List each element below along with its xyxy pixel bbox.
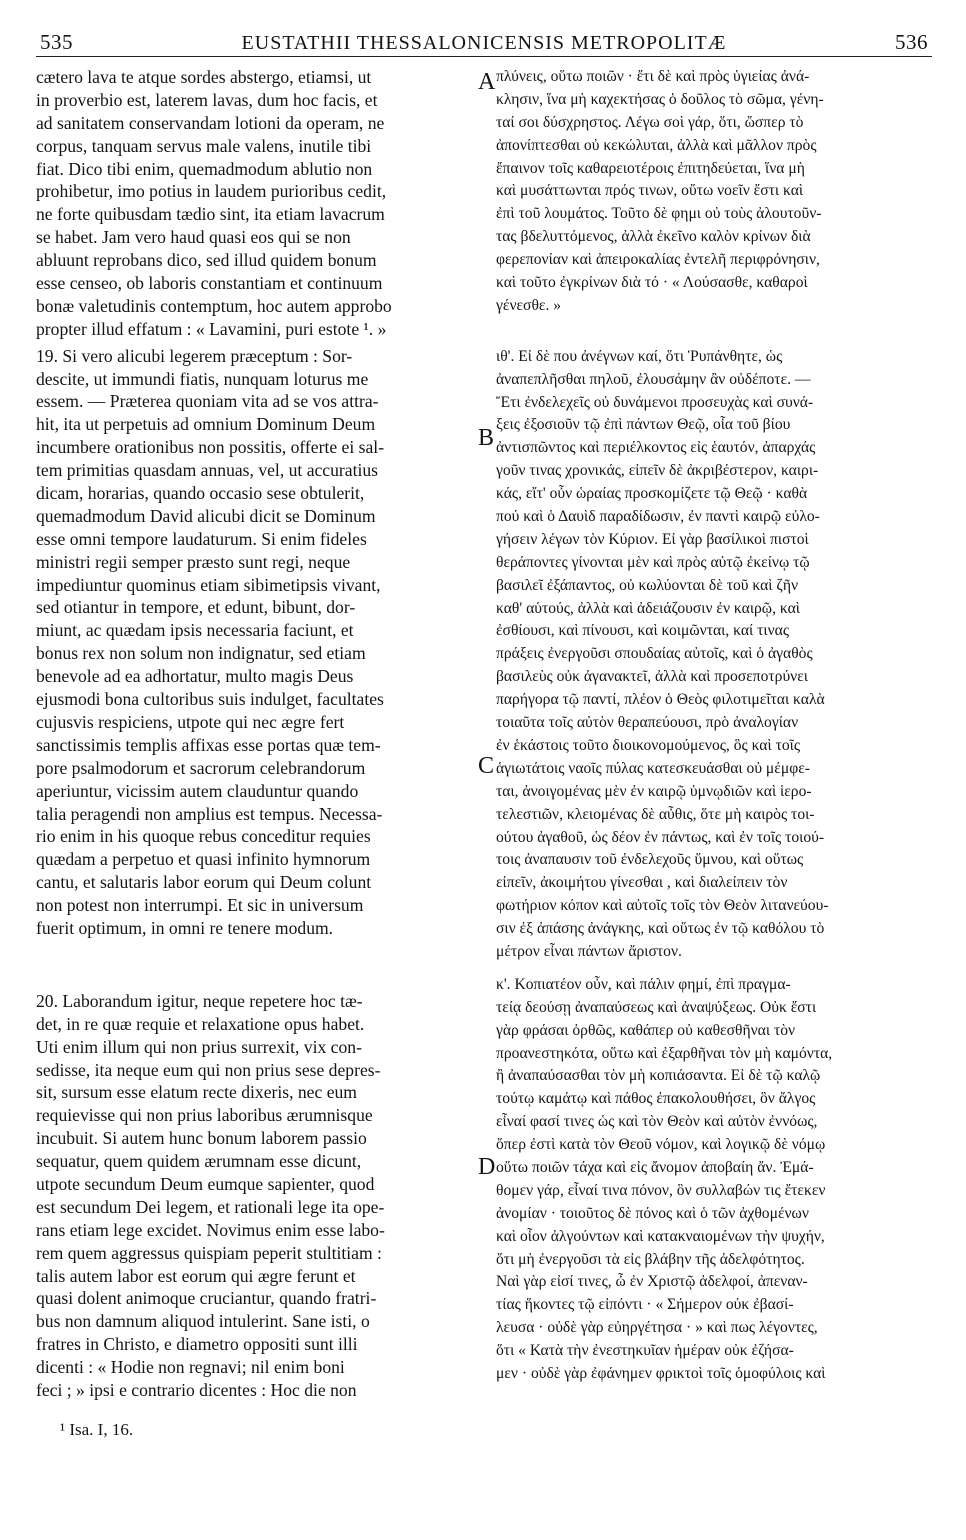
text-line: abluunt reprobans dico, sed illud quidem bonum bbox=[36, 250, 377, 271]
text-line: esse omni tempore laudaturum. Si enim fideles bbox=[36, 528, 367, 549]
text-line: sanctissimis templis affixas esse portas quæ tem- bbox=[36, 734, 381, 755]
text-line: bus non damnum aliquod intulerint. Sane isti, o bbox=[36, 1311, 370, 1332]
text-line: rem quem aggressus quispiam peperit stultitiam : bbox=[36, 1242, 382, 1263]
text-line: bonus rex non solum non indignatur, sed etiam bbox=[36, 643, 366, 664]
text-line: παρήγορα τῷ παντί, πλέον ὁ Θεὸς φιλοτιμεῖται καλὰ bbox=[496, 691, 825, 709]
text-line: βασιλεὺς οὐκ ἀγανακτεῖ, ἀλλὰ καὶ προσεποτρύνει bbox=[496, 668, 808, 686]
text-line: talia peragendi non amplius est tempus. Necessa- bbox=[36, 803, 383, 824]
text-line: essem. — Præterea quoniam vita ad se vos attra- bbox=[36, 391, 379, 412]
text-line: propter illud effatum : « Lavamini, puri estote ¹. » bbox=[36, 318, 387, 339]
text-line: ἀπονίπτεσθαι οὐ κεκώλυται, ἀλλὰ καὶ μᾶλλον πρὸς bbox=[496, 136, 817, 154]
text-line: in proverbio est, laterem lavas, dum hoc facis, et bbox=[36, 89, 378, 110]
text-line: τίας ἥκοντες τῷ εἰπόντι · « Σήμερον οὐκ ἐβασί- bbox=[496, 1296, 794, 1314]
text-line: 20. Laborandum igitur, neque repetere hoc tæ- bbox=[36, 990, 363, 1011]
text-line: καθ' αὑτούς, ἀλλὰ καὶ ἀδειάζουσιν ἐν καιρῷ, καὶ bbox=[496, 599, 800, 617]
text-line: ται, ἀνοιγομένας μὲν ἐν καιρῷ ὑμνῳδιῶν καὶ ἱερο- bbox=[496, 782, 812, 800]
text-line: κάς, εἴτ' οὖν ὡραίας προσκομίζετε τῷ Θεῷ · καθὰ bbox=[496, 485, 808, 503]
text-line: πράξεις ἐνεργοῦσι σπουδαίας αὐτοῖς, καὶ ὁ ἀγαθὸς bbox=[496, 645, 813, 663]
text-line: talis autem labor est eorum qui ægre ferunt et bbox=[36, 1265, 356, 1286]
text-line: ὅτι μὴ ἐνεργοῦσι τὰ εἰς βλάβην τῆς ἀδελφότητος. bbox=[496, 1250, 805, 1268]
text-line: σιν ἐξ ἀπάσης ἀνάγκης, καὶ οὕτως ἐν τῷ καθόλου τὸ bbox=[496, 920, 825, 938]
text-line: est secundum Dei legem, et rationali lege ita ope- bbox=[36, 1196, 385, 1217]
running-header bbox=[36, 20, 932, 57]
text-line: ξεις ἐξοσιοῦν τῷ ἐπὶ πάντων Θεῷ, οἷα τοῦ βίου bbox=[496, 416, 791, 434]
text-line: γοῦν τινας χρονικάς, εἰπεῖν δὲ ἀκριβέστερον, καιρι- bbox=[496, 462, 819, 480]
text-line: κλησιν, ἵνα μὴ καχεκτήσας ὁ δοῦλος τὸ σῶμα, γένη- bbox=[496, 90, 824, 108]
text-line: miunt, ac quædam ipsis necessaria faciunt, et bbox=[36, 620, 354, 641]
text-line: bonæ valetudinis contemptum, hoc autem approbo bbox=[36, 295, 392, 316]
text-line: τούτῳ καμάτῳ καὶ πάθος ἐπακολουθήσει, ὃν ἄλγος bbox=[496, 1090, 816, 1108]
text-line: τοιαῦτα τοῖς αὐτὸν θεραπεύουσι, πρὸ ἀναλογίαν bbox=[496, 714, 799, 732]
text-line: τας βδελυττόμενος, ἀλλὰ ἐκεῖνο καλὸν κρίνων διὰ bbox=[496, 228, 811, 246]
text-line: non potest non interrumpi. Et sic in universum bbox=[36, 895, 364, 916]
text-line: cætero lava te atque sordes abstergo, etiamsi, ut bbox=[36, 67, 372, 87]
margin-letter-d: D bbox=[478, 1154, 496, 1180]
text-line: πού καὶ ὁ Δαυὶδ παραδίδωσιν, ἐν παντὶ καιρῷ εὐλο- bbox=[496, 508, 820, 526]
latin-column bbox=[36, 66, 474, 1400]
text-line: οὕτω ποιῶν τάχα καὶ εἰς ἄνομον ἀποβαίη ἄν. Ἐμά- bbox=[496, 1158, 814, 1176]
page-number-left: 535 bbox=[40, 30, 73, 54]
text-line: καὶ οἷον ἀλγούντων καὶ κατακναιομένων τὴν ψυχήν, bbox=[496, 1227, 825, 1245]
text-line: Uti enim illum qui non prius surrexit, vix con- bbox=[36, 1036, 362, 1057]
text-line: προανεστηκότα, οὕτω καὶ ἐξαρθῆναι τὸν μὴ καμόντα, bbox=[496, 1044, 833, 1062]
margin-letter-a: A bbox=[478, 69, 496, 95]
text-line: cantu, et salutaris labor eorum qui Deum colunt bbox=[36, 872, 372, 893]
text-line: ejusmodi bona cultoribus suis indulget, facultates bbox=[36, 689, 384, 710]
text-line: βασιλεῖ ἐξάπαντος, οὐ κωλύονται δὲ τοῦ καὶ ζῆν bbox=[496, 576, 799, 594]
text-line: ἐν ἑκάστοις τοῦτο διοικονομούμενος, ὃς καὶ τοῖς bbox=[496, 736, 801, 754]
text-line: μέτρον εἶναι πάντων ἄριστον. bbox=[496, 942, 682, 960]
text-line: ne forte quibusdam tædio sint, ita etiam lavacrum bbox=[36, 204, 385, 225]
text-line: τοις ἀναπαυσιν τοῦ ἐνδελεχοῦς ὕμνου, καὶ οὕτως bbox=[496, 851, 804, 869]
text-line: fratres in Christo, e diametro oppositi sunt illi bbox=[36, 1334, 358, 1355]
text-line: quemadmodum David alicubi dicit se Dominum bbox=[36, 505, 376, 526]
text-line: incubuit. Si autem hunc bonum laborem passio bbox=[36, 1128, 367, 1149]
text-line: benevole ad ea adhortatur, multo magis Deus bbox=[36, 666, 354, 687]
text-line: pore psalmodorum et sacrorum celebrandorum bbox=[36, 757, 366, 778]
text-line: κ'. Κοπιατέον οὖν, καὶ πάλιν φημί, ἐπὶ πραγμα- bbox=[496, 975, 791, 993]
text-line: 19. Si vero alicubi legerem præceptum : Sor- bbox=[36, 345, 353, 366]
text-line: fuerit optimum, in omni re tenere modum. bbox=[36, 917, 334, 938]
text-line: φερεπονίαν καὶ ἀπειροκαλίας ἐντελῆ περιφρόνησιν, bbox=[496, 251, 820, 269]
text-line: ἔπαινον τοῖς καθαρειοτέροις ἐπιτηδεύεται, ἵνα μὴ bbox=[496, 159, 805, 177]
text-line: sed otiantur in tempore, et edunt, bibunt, dor- bbox=[36, 597, 356, 618]
text-line: γένεσθε. » bbox=[496, 296, 562, 314]
text-line: prohibetur, imo potius in laudem purioribus cedit, bbox=[36, 181, 387, 202]
text-line: quasi dolent animoque cruciantur, quando fratri- bbox=[36, 1288, 377, 1309]
text-line: μεν · οὐδὲ γὰρ ἐφάνημεν φρικτοὶ τοῖς ὁμοφύλοις καὶ bbox=[496, 1364, 826, 1382]
text-line: fiat. Dico tibi enim, quemadmodum ablutio non bbox=[36, 158, 373, 179]
text-line: ἁγιωτάτοις ναοῖς πύλας κατεσκευάσθαι οὐ μέμφε- bbox=[496, 759, 810, 777]
text-line: descite, ut immundi fiatis, nunquam loturus me bbox=[36, 368, 369, 389]
text-line: sit, sursum esse elatum recte dixeris, nec eum bbox=[36, 1082, 357, 1103]
page-number-right: 536 bbox=[895, 30, 928, 54]
text-line: det, in re quæ requie et relaxatione opus habet. bbox=[36, 1013, 365, 1034]
greek-column bbox=[496, 66, 936, 1382]
text-line: καὶ μυσάττωνται πρός τινων, οὕτω νοεῖν ἔστι καὶ bbox=[496, 182, 804, 200]
running-title: EUSTATHII THESSALONICENSIS METROPOLITÆ bbox=[241, 32, 727, 54]
text-line: ministri regii semper præsto sunt regi, neque bbox=[36, 551, 351, 572]
text-line: θομεν γάρ, εἶναί τινα πόνον, ὃν συλλαβών τις ἔτεκεν bbox=[496, 1181, 826, 1199]
text-line: εἰπεῖν, ἀκοιμήτου γίνεσθαι , καὶ διαλείπειν τὸν bbox=[496, 874, 788, 892]
text-line: ad sanitatem conservandam lotioni da operam, ne bbox=[36, 112, 385, 133]
text-line: impediuntur quominus etiam sibimetipsis vivant, bbox=[36, 574, 381, 595]
margin-letter-b: B bbox=[478, 425, 495, 451]
text-line: Ἔτι ἐνδελεχεῖς οὐ δυνάμενοι προσευχὰς καὶ συνά- bbox=[496, 393, 814, 411]
footnote: ¹ Isa. I, 16. bbox=[60, 1420, 134, 1439]
margin-letter-c: C bbox=[478, 753, 495, 779]
greek-paragraph-19 bbox=[496, 346, 936, 964]
text-line: γὰρ φράσαι ὀρθῶς, καθάπερ οὐ καθεσθῆναι τὸν bbox=[496, 1021, 796, 1039]
text-line: corpus, tanquam servus male valens, inutile tibi bbox=[36, 135, 372, 156]
text-line: φωτήριον κόπον καὶ αὐτοῖς τοῖς τὸν Θεὸν λιτανεύου- bbox=[496, 897, 829, 915]
text-line: quædam a perpetuo et quasi infinito hymnorum bbox=[36, 849, 371, 870]
text-line: θεράποντες γίνονται μὲν καὶ πρὸς αὐτῷ ἐκείνῳ τῷ bbox=[496, 553, 810, 571]
text-line: esse censeo, ob laboris constantiam et continuum bbox=[36, 273, 383, 294]
text-line: aperiuntur, vicissim autem clauduntur quando bbox=[36, 780, 359, 801]
latin-paragraph-19 bbox=[36, 345, 474, 940]
text-line: ἐσθίουσι, καὶ πίνουσι, καὶ κοιμῶνται, καί τινας bbox=[496, 622, 789, 640]
text-line: ούτου ἀγαθοῦ, ὡς δέον ἐν πάντως, καὶ ἐν τοῖς τοιού- bbox=[496, 828, 825, 846]
text-line: rans etiam lege excidet. Novimus enim esse labo- bbox=[36, 1219, 385, 1240]
latin-paragraph-20 bbox=[36, 990, 474, 1402]
text-line: utpote secundum Deum eumque sapienter, quod bbox=[36, 1173, 375, 1194]
text-line: rio enim in his quoque rebus conceditur requies bbox=[36, 826, 371, 847]
text-line: ταί σοι δύσχρηστος. Λέγω σοὶ γάρ, ὅτι, ὥσπερ τὸ bbox=[496, 113, 804, 131]
greek-paragraph-18 bbox=[496, 66, 936, 318]
text-line: dicenti : « Hodie non regnavi; nil enim boni bbox=[36, 1357, 345, 1378]
text-line: ἀναπεπλῆσθαι πηλοῦ, ἐλουσάμην ἂν οὐδέποτε. — bbox=[496, 370, 811, 388]
text-line: se habet. Jam vero haud quasi eos qui se non bbox=[36, 227, 351, 248]
text-line: Ναὶ γὰρ εἰσί τινες, ὦ ἐν Χριστῷ ἀδελφοί, ἀπεναν- bbox=[496, 1273, 808, 1291]
text-line: sedisse, ita neque eum qui non prius sese depres- bbox=[36, 1059, 381, 1080]
text-line: γήσειν λέγων τὸν Κύριον. Εἰ γὰρ βασίλικοὶ πιστοὶ bbox=[496, 530, 809, 548]
text-line: εἶναί φασί τινες ὡς καὶ τὸν Θεὸν καὶ αὐτὸν ἐννόως, bbox=[496, 1113, 818, 1131]
text-line: tem primitias quasdam annuas, vel, ut accuratius bbox=[36, 460, 379, 481]
text-line: sequatur, quem quidem ærumnam esse dicunt, bbox=[36, 1151, 362, 1172]
text-line: τείᾳ δεούσῃ ἀναπαύσεως καὶ ἀναψύξεως. Οὐκ ἔστι bbox=[496, 998, 817, 1016]
text-line: cujusvis respiciens, utpote qui nec ægre fert bbox=[36, 711, 345, 732]
text-line: dicam, horarias, quando occasio sese obtulerit, bbox=[36, 483, 365, 504]
text-line: incumbere orationibus non possitis, offerte ei sal- bbox=[36, 437, 385, 458]
text-line: hit, ita ut perpetuis ad omnium Dominum Deum bbox=[36, 414, 376, 435]
text-line: ὅτι « Κατὰ τὴν ἐνεστηκυῖαν ἡμέραν οὐκ ἐζήσα- bbox=[496, 1342, 794, 1360]
text-line: ἀνομίαν · τοιοῦτος δὲ πόνος καὶ ὁ τῶν ἀχθομένων bbox=[496, 1204, 809, 1222]
text-line: ἢ ἀναπαύσασθαι τὸν μὴ κοπιάσαντα. Εἰ δὲ τῷ καλῷ bbox=[496, 1067, 821, 1085]
text-line: ὅπερ ἐστὶ κατὰ τὸν Θεοῦ νόμον, καὶ λογικῷ δὲ νόμῳ bbox=[496, 1136, 826, 1154]
latin-paragraph-18 bbox=[36, 66, 474, 341]
text-line: λευσα · οὐδὲ γὰρ εὐηργέτησα · » καὶ πως λέγοντες, bbox=[496, 1319, 818, 1337]
text-line: πλύνεις, οὕτω ποιῶν · ἔτι δὲ καὶ πρὸς ὑγιείας ἀνά- bbox=[496, 68, 810, 85]
text-line: καὶ τοῦτο ἐγκρίνων διὰ τό · « Λούσασθε, καθαροὶ bbox=[496, 274, 808, 292]
text-line: requievisse qui non prius laboribus ærumnisque bbox=[36, 1105, 373, 1126]
text-line: τελεστιῶν, κλειομένας δὲ αὖθις, ὅτε μὴ καιρὸς τοι- bbox=[496, 805, 815, 823]
greek-paragraph-20 bbox=[496, 974, 936, 1386]
text-line: ιθ'. Εἰ δὲ που ἀνέγνων καί, ὅτι Ῥυπάνθητε, ὡς bbox=[496, 347, 783, 365]
text-line: ἀντισπῶντος καὶ περιέλκοντος εἰς ἑαυτόν, ἀπαρχάς bbox=[496, 439, 816, 457]
text-line: ἐπὶ τοῦ λουμάτος. Τοῦτο δὲ φημι οὐ τοὺς ἀλουτοῦν- bbox=[496, 205, 822, 223]
text-line: feci ; » ipsi e contrario dicentes : Hoc die non bbox=[36, 1379, 357, 1400]
